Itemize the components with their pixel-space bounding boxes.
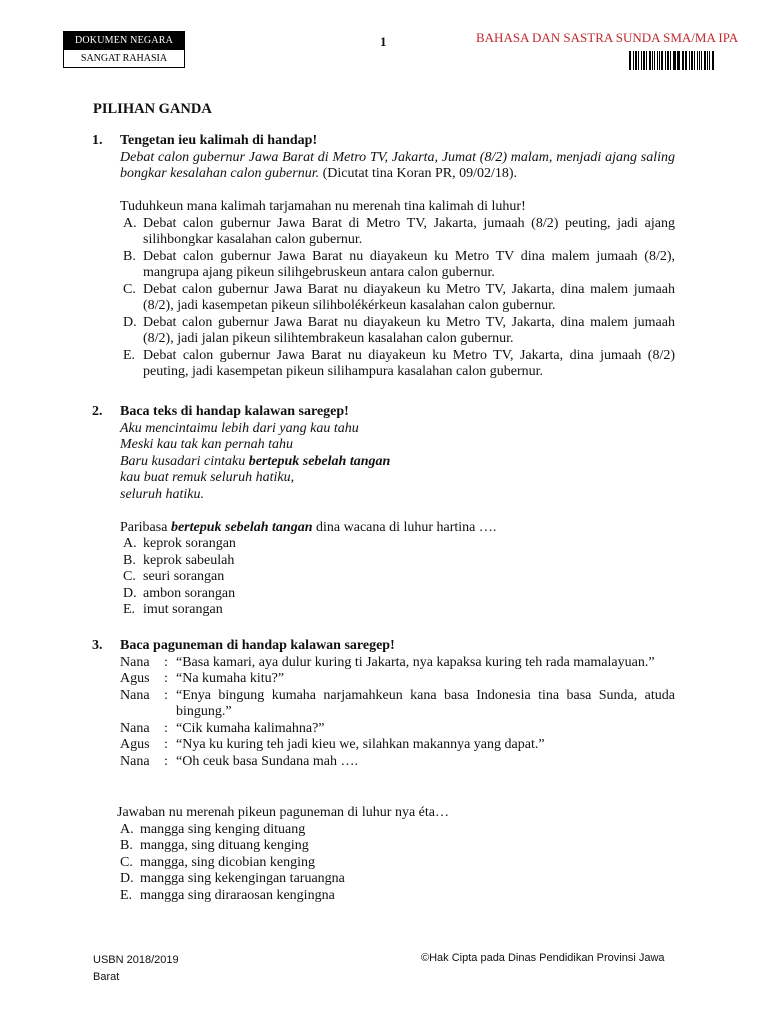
speaker: Agus bbox=[120, 737, 150, 752]
option-letter: A. bbox=[123, 215, 137, 231]
footer-copyright: ©Hak Cipta pada Dinas Pendidikan Provinsi Jawa bbox=[421, 952, 665, 964]
option-e[interactable] bbox=[117, 888, 517, 905]
question-1 bbox=[92, 133, 675, 381]
colon: : bbox=[164, 687, 168, 703]
option-a[interactable] bbox=[120, 216, 675, 249]
option-list bbox=[120, 216, 675, 381]
barcode-bar bbox=[646, 51, 647, 70]
option-text: seuri sorangan bbox=[143, 569, 225, 584]
option-text: keprok sorangan bbox=[143, 536, 236, 551]
quote-text: Debat calon gubernur Jawa Barat di Metro TV, Jakarta, Jumat (8/2) malam, menjadi ajang saling bongkar kesalahan calon gubernur. bbox=[120, 149, 675, 181]
dialog-line bbox=[120, 737, 675, 754]
question-instruction: Tuduhkeun mana kalimah tarjamahan nu merenah tina kalimah di luhur! bbox=[120, 199, 526, 214]
question-number: 1. bbox=[92, 133, 103, 148]
dialog bbox=[120, 655, 675, 771]
barcode-bar bbox=[641, 51, 642, 70]
option-letter: E. bbox=[120, 887, 133, 903]
barcode-bar bbox=[665, 51, 666, 70]
option-c[interactable] bbox=[117, 855, 517, 872]
question-stem: Baca teks di handap kalawan saregep! bbox=[120, 404, 349, 419]
barcode-bar bbox=[682, 51, 683, 70]
question-2 bbox=[92, 404, 675, 619]
option-c[interactable] bbox=[120, 282, 675, 315]
barcode-bar bbox=[649, 51, 651, 70]
option-text: mangga sing kenging dituang bbox=[140, 821, 306, 837]
lyric-line: kau buat remuk seluruh hatiku, bbox=[120, 470, 295, 485]
question-text-pre: Paribasa bbox=[120, 519, 171, 535]
option-letter: B. bbox=[123, 248, 136, 264]
footer-left bbox=[93, 952, 179, 986]
dialog-line bbox=[120, 671, 675, 688]
question-stem: Tengetan ieu kalimah di handap! bbox=[120, 133, 318, 148]
barcode-bar bbox=[712, 51, 714, 70]
colon: : bbox=[164, 737, 168, 752]
option-letter: D. bbox=[123, 314, 137, 330]
question-text-post: dina wacana di luhur hartina …. bbox=[312, 519, 497, 535]
speaker: Nana bbox=[120, 687, 150, 703]
option-e[interactable] bbox=[120, 348, 675, 381]
speaker: Agus bbox=[120, 671, 150, 686]
lyric-line: Meski kau tak kan pernah tahu bbox=[120, 437, 294, 452]
question-text bbox=[120, 520, 675, 537]
stamp-bottom-label: SANGAT RAHASIA bbox=[64, 49, 184, 67]
utterance: “Cik kumaha kalimahna?” bbox=[176, 720, 325, 736]
dialog-line bbox=[120, 754, 675, 771]
subject-title: BAHASA DAN SASTRA SUNDA SMA/MA IPA bbox=[476, 30, 739, 45]
option-letter: E. bbox=[123, 602, 136, 617]
speaker: Nana bbox=[120, 654, 150, 670]
barcode-bar bbox=[670, 51, 671, 70]
barcode-bar bbox=[689, 51, 690, 70]
option-letter: B. bbox=[123, 552, 136, 568]
utterance: “Basa kamari, aya dulur kuring ti Jakarta, nya kapaksa kuring teh rada mamalayuan.” bbox=[176, 654, 655, 670]
barcode-bar bbox=[638, 51, 639, 70]
option-text: mangga sing kekengingan taruangna bbox=[140, 871, 345, 886]
question-text: Jawaban nu merenah pikeun paguneman di luhur nya éta… bbox=[117, 805, 450, 820]
speaker: Nana bbox=[120, 753, 150, 769]
option-text: keprok sabeulah bbox=[143, 552, 235, 568]
option-letter: C. bbox=[120, 854, 133, 870]
option-text: ambon sorangan bbox=[143, 585, 236, 601]
barcode-bar bbox=[685, 51, 687, 70]
option-a[interactable] bbox=[120, 536, 675, 553]
option-letter: B. bbox=[120, 838, 133, 853]
dialog-line bbox=[120, 688, 675, 721]
option-text: Debat calon gubernur Jawa Barat nu diayakeun ku Metro TV, Jakarta, dina malem jumaah (8/2), jadi kasempetan pikeun silihbolékérkeun kasalahan calon gubernur. bbox=[143, 281, 675, 313]
barcode-bar bbox=[635, 51, 637, 70]
option-letter: C. bbox=[123, 569, 136, 584]
lyric-line: seluruh hatiku. bbox=[120, 486, 204, 502]
option-text: mangga, sing dicobian kenging bbox=[140, 854, 315, 870]
barcode bbox=[629, 51, 715, 70]
document-stamp bbox=[63, 31, 185, 68]
proverb-term: bertepuk sebelah tangan bbox=[170, 519, 313, 535]
option-text: mangga, sing dituang kenging bbox=[140, 838, 309, 853]
barcode-bar bbox=[643, 51, 645, 70]
quote-source: (Dicutat tina Koran PR, 09/02/18). bbox=[319, 166, 518, 181]
utterance: “Na kumaha kitu?” bbox=[176, 671, 285, 686]
question-stem: Baca paguneman di handap kalawan saregep! bbox=[120, 638, 395, 653]
barcode-bar bbox=[709, 51, 710, 70]
quote-paragraph bbox=[120, 150, 675, 183]
question-number: 2. bbox=[92, 404, 103, 419]
dialog-line bbox=[120, 655, 675, 672]
option-text: imut sorangan bbox=[143, 602, 223, 617]
option-list bbox=[117, 822, 517, 905]
barcode-bar bbox=[697, 51, 698, 70]
option-b[interactable] bbox=[120, 553, 675, 570]
colon: : bbox=[164, 654, 168, 670]
colon: : bbox=[164, 671, 168, 686]
lyric-line: Aku mencintaimu lebih dari yang kau tahu bbox=[120, 420, 359, 436]
barcode-bar bbox=[673, 51, 674, 70]
option-text: mangga sing diraraosan kengingna bbox=[140, 887, 335, 903]
barcode-bar bbox=[667, 51, 669, 70]
barcode-bar bbox=[652, 51, 654, 70]
barcode-bar bbox=[633, 51, 634, 70]
option-d[interactable] bbox=[120, 315, 675, 348]
page-number: 1 bbox=[380, 34, 387, 49]
question-number: 3. bbox=[92, 638, 103, 653]
option-letter: A. bbox=[123, 536, 137, 551]
barcode-bar bbox=[701, 51, 702, 70]
barcode-bar bbox=[683, 51, 684, 70]
section-title: PILIHAN GANDA bbox=[93, 101, 212, 117]
utterance: “Nya ku kuring teh jadi kieu we, silahkan makannya yang dapat.” bbox=[176, 737, 545, 752]
lyric-proverb: bertepuk sebelah tangan bbox=[248, 453, 391, 469]
barcode-bar bbox=[657, 51, 658, 70]
stamp-top-label: DOKUMEN NEGARA bbox=[64, 32, 184, 49]
question-3-answers bbox=[117, 805, 517, 904]
option-text: Debat calon gubernur Jawa Barat nu diayakeun ku Metro TV, Jakarta, dina malem jumaah (8/2), jadi jalan pikeun silihtembrakeun kasalahan calon gubernur. bbox=[143, 314, 675, 346]
question-3 bbox=[92, 638, 675, 770]
footer-exam-label-cont: Barat bbox=[93, 971, 120, 983]
option-d[interactable] bbox=[117, 871, 517, 888]
option-letter: A. bbox=[120, 821, 134, 837]
barcode-bar bbox=[654, 51, 655, 70]
footer-exam-label: USBN 2018/2019 bbox=[93, 954, 179, 966]
barcode-bar bbox=[699, 51, 701, 70]
option-a[interactable] bbox=[117, 822, 517, 839]
option-text: Debat calon gubernur Jawa Barat di Metro TV, Jakarta, jumaah (8/2) peuting, jadi ajang silihbongkar kasalahan calon gubernur. bbox=[143, 215, 675, 247]
lyric-text: Baru kusadari cintaku bbox=[120, 453, 249, 469]
option-text: Debat calon gubernur Jawa Barat nu diayakeun ku Metro TV dina malem jumaah (8/2), mangrupa ajang pikeun silihgebruskeun antara calon gubernur. bbox=[143, 248, 675, 280]
barcode-bar bbox=[629, 51, 631, 70]
utterance: “Enya bingung kumaha narjamahkeun kana basa Indonesia tina basa Sunda, atuda bingung.” bbox=[176, 687, 675, 719]
barcode-bar bbox=[691, 51, 693, 70]
colon: : bbox=[164, 753, 168, 769]
option-e[interactable] bbox=[120, 602, 675, 619]
option-b[interactable] bbox=[117, 838, 517, 855]
speaker: Nana bbox=[120, 720, 150, 736]
barcode-bar bbox=[659, 51, 660, 70]
barcode-bar bbox=[674, 51, 676, 70]
barcode-bar bbox=[694, 51, 695, 70]
barcode-bar bbox=[707, 51, 708, 70]
option-letter: C. bbox=[123, 281, 136, 297]
utterance: “Oh ceuk basa Sundana mah …. bbox=[176, 753, 358, 769]
option-c[interactable] bbox=[120, 569, 675, 586]
option-d[interactable] bbox=[120, 586, 675, 603]
option-letter: E. bbox=[123, 347, 136, 363]
option-text: Debat calon gubernur Jawa Barat nu diayakeun ku Metro TV, Jakarta, dina jumaah (8/2) peuting, jadi kasempetan pikeun silihampura kasalahan calon gubernur. bbox=[143, 347, 675, 379]
colon: : bbox=[164, 720, 168, 736]
option-letter: D. bbox=[123, 585, 137, 601]
barcode-bar bbox=[677, 51, 679, 70]
barcode-bar bbox=[704, 51, 706, 70]
option-b[interactable] bbox=[120, 249, 675, 282]
dialog-line bbox=[120, 721, 675, 738]
lyric-line bbox=[120, 454, 675, 471]
barcode-bar bbox=[661, 51, 663, 70]
option-letter: D. bbox=[120, 871, 134, 886]
option-list bbox=[120, 536, 675, 619]
